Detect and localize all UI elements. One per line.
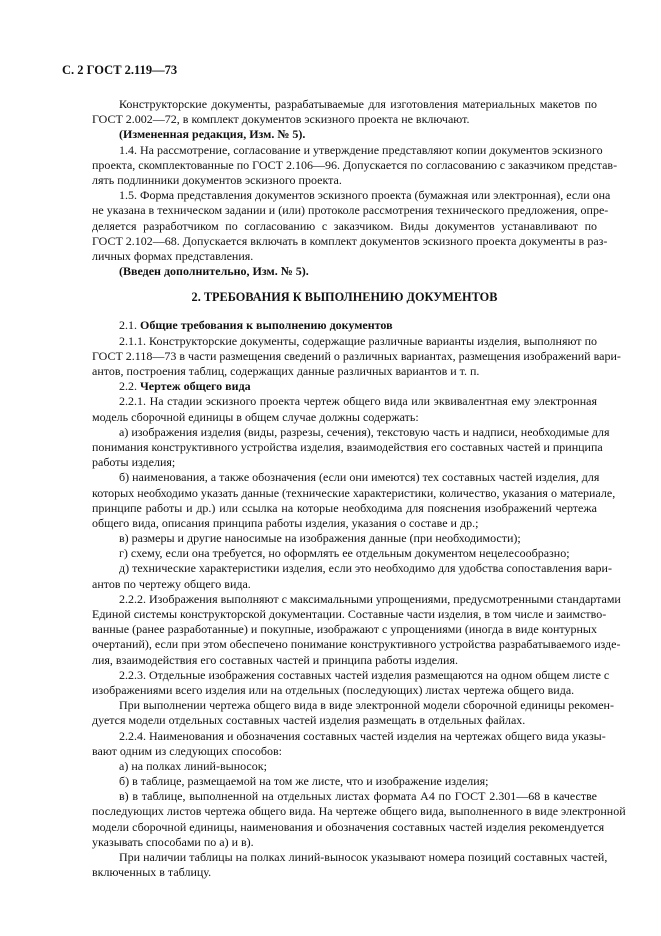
text-line: антов по чертежу общего вида. xyxy=(92,576,251,591)
paragraph xyxy=(92,728,606,759)
text-line: 2.1.1. Конструкторские документы, содержащие различные варианты изделия, выполняют по xyxy=(119,333,597,348)
paragraph xyxy=(92,759,597,774)
text-line: 2.2.3. Отдельные изображения составных частей изделия размещаются на одном общем листе с xyxy=(119,667,610,682)
text-line: очертаний), если при этом обеспечено понимание конструктивного устройства разрабатываемого изде- xyxy=(92,637,621,652)
text-line: г) схему, если она требуется, но оформлять ее отдельным документом нецелесообразно; xyxy=(119,546,570,561)
text-line: лять подлинники документов эскизного проекта. xyxy=(92,172,342,187)
document-body xyxy=(92,97,626,880)
paragraph xyxy=(92,546,597,561)
text-line: модель сборочной единицы в общем случае должны содержать: xyxy=(92,409,419,424)
text-line: ГОСТ 2.102—68. Допускается включать в комплект документов эскизного проекта документы в раз- xyxy=(92,233,608,248)
paragraph xyxy=(92,789,626,850)
text-line: включенных в таблицу. xyxy=(92,865,212,880)
subsection-number: 2.2. xyxy=(119,379,140,394)
text-line: При выполнении чертежа общего вида в виде электронной модели сборочной единицы рекомен- xyxy=(119,698,614,713)
text-line: Единой системы конструкторской документации. Составные части изделия, в том числе и заимство- xyxy=(92,607,607,621)
paragraph xyxy=(92,850,608,880)
text-line: б) в таблице, размещаемой на том же листе, что и изображение изделия; xyxy=(119,774,489,789)
section-heading: 2. ТРЕБОВАНИЯ К ВЫПОЛНЕНИЮ ДОКУМЕНТОВ xyxy=(191,290,498,305)
text-line: указывать способами по а) и в). xyxy=(92,834,254,849)
subsection-number: 2.1. xyxy=(119,318,140,333)
subsection-heading xyxy=(92,379,597,394)
paragraph xyxy=(92,394,597,424)
text-line: При наличии таблицы на полках линий-выносок указывают номера позиций составных частей, xyxy=(119,850,608,864)
paragraph xyxy=(92,561,612,591)
paragraph xyxy=(92,424,610,471)
text-line: не указана в техническом задании и (или) протоколе рассмотрения технического предложения, опре- xyxy=(92,203,609,218)
text-line: деляется разработчиком по согласованию с заказчиком. Виды документов устанавливают по xyxy=(92,218,597,233)
paragraph xyxy=(92,470,616,531)
text-line: ванные (ранее разработанные) и покупные, изображают с упрощениями (иногда в виде контурных xyxy=(92,622,597,637)
amendment-note: (Введен дополнительно, Изм. № 5). xyxy=(119,264,309,279)
text-line: модели сборочной единицы, наименования и обозначения составных частей изделия рекомендуется xyxy=(92,819,605,834)
text-line: личных формах представления. xyxy=(92,248,254,263)
text-line: ГОСТ 2.002—72, в комплект документов эскизного проекта не включают. xyxy=(92,112,470,127)
text-line: дуется модели отдельных составных частей изделия размещать в отдельных файлах. xyxy=(92,713,526,728)
subsection-title: Чертеж общего вида xyxy=(140,379,251,394)
page-header: С. 2 ГОСТ 2.119—73 xyxy=(62,63,178,77)
text-line: в) в таблице, выполненной на отдельных листах формата А4 по ГОСТ 2.301—68 в качестве xyxy=(119,789,597,804)
paragraph xyxy=(92,333,621,380)
text-line: последующих листов чертежа общего вида. На чертеже общего вида, выполненного в виде электронной xyxy=(92,804,626,819)
text-line: 2.2.2. Изображения выполняют с максимальными упрощениями, предусмотренными стандартами xyxy=(119,591,621,606)
text-line: а) изображения изделия (виды, разрезы, сечения), текстовую часть и надписи, необходимые для xyxy=(119,424,610,439)
text-line: изображениями всего изделия или на отдельных (последующих) листах чертежа общего вида. xyxy=(92,682,575,697)
text-line: а) на полках линий-выносок; xyxy=(119,758,267,773)
paragraph xyxy=(92,774,597,789)
text-line: понимания конструктивного устройства изделия, взаимодействия его составных частей и принципа xyxy=(92,439,603,454)
text-line: в) размеры и другие наносимые на изображения данные (при необходимости); xyxy=(119,531,521,546)
text-line: ГОСТ 2.118—73 в части размещения сведений о различных вариантах, размещения изображений вари- xyxy=(92,348,621,363)
text-line: 1.5. Форма представления документов эскизного проекта (бумажная или электронная), если она xyxy=(119,188,611,203)
text-line: 1.4. На рассмотрение, согласование и утверждение представляют копии документов эскизного xyxy=(119,142,603,157)
paragraph xyxy=(92,97,597,127)
text-line: антов, построения таблиц, содержащих данные различных вариантов и т. п. xyxy=(92,364,480,378)
amendment-note: (Измененная редакция, Изм. № 5). xyxy=(119,127,306,142)
paragraph xyxy=(92,188,611,264)
text-line: которых необходимо указать данные (технические характеристики, количество, указания о материале, xyxy=(92,485,616,500)
text-line: вают одним из следующих способов: xyxy=(92,743,282,758)
subsection-heading xyxy=(92,318,597,333)
text-line: 2.2.1. На стадии эскизного проекта чертеж общего вида или эквивалентная ему электронная xyxy=(119,394,597,409)
text-line: общего вида, описания принципа работы изделия, указания о составе и др.; xyxy=(92,515,479,530)
paragraph xyxy=(92,698,614,728)
subsection-title: Общие требования к выполнению документов xyxy=(140,318,393,333)
text-line: Конструкторские документы, разрабатываемые для изготовления материальных макетов по xyxy=(119,97,597,111)
paragraph xyxy=(92,531,597,546)
text-line: лия, взаимодействия его составных частей и принципа работы изделия. xyxy=(92,652,458,667)
text-line: б) наименования, а также обозначения (если они имеются) тех составных частей изделия, для xyxy=(119,470,600,485)
text-line: 2.2.4. Наименования и обозначения составных частей изделия на чертежах общего вида указы- xyxy=(119,728,606,743)
paragraph xyxy=(92,142,618,189)
text-line: проекта, скомплектованные по ГОСТ 2.106—96. Допускается по согласованию с заказчиком представ- xyxy=(92,157,618,172)
text-line: д) технические характеристики изделия, если это необходимо для удобства сопоставления вари- xyxy=(119,561,612,576)
text-line: принципе работы и др.) или ссылка на которые необходима для пояснения изображений чертежа xyxy=(92,500,597,515)
paragraph xyxy=(92,591,621,668)
paragraph xyxy=(92,667,610,698)
text-line: работы изделия; xyxy=(92,455,176,470)
